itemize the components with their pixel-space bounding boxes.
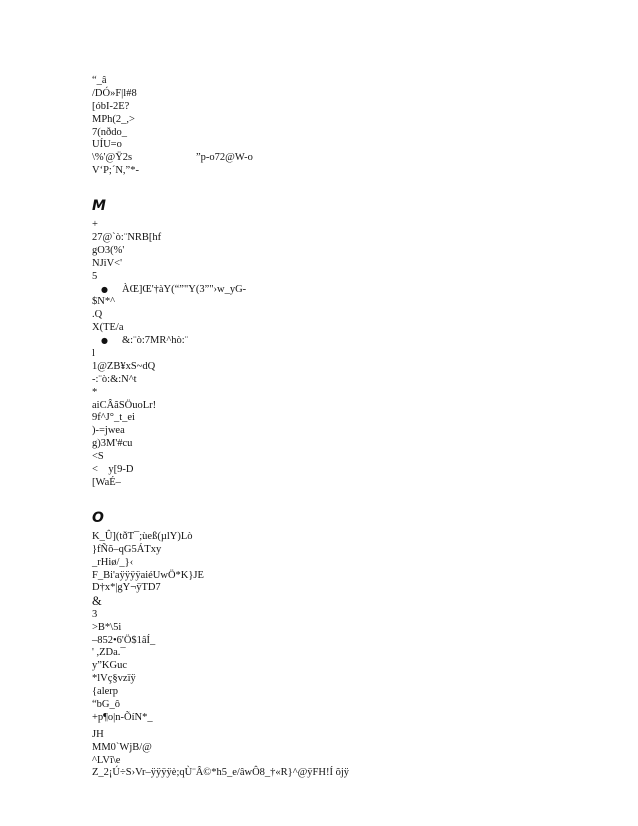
text-line: _rHiø/_}‹: [92, 556, 134, 568]
text-line: -:¨ò:&:N^t: [92, 373, 137, 385]
text-line: 5: [92, 270, 98, 282]
text-line: $N*^: [92, 296, 116, 308]
ampersand-glyph: &: [92, 594, 102, 609]
bullet-item: [92, 284, 612, 297]
text-line: +: [92, 219, 98, 231]
text-line: 9f^J°_t_ei: [92, 412, 135, 424]
text-line: /DÓ»F|l#8: [92, 87, 137, 99]
text-line: [WaÉ–: [92, 476, 121, 488]
text-line: UÍU=o: [92, 139, 122, 151]
text-line: gO3(%': [92, 244, 125, 256]
text-row-two-column: [92, 152, 612, 165]
bullet-text: &:¨ò:7MR^hò:¨: [122, 335, 189, 347]
text-block-2: [92, 219, 612, 490]
text-line: ^LVî\e: [92, 754, 121, 766]
text-line: K_Û](tðT¯;ùeß(µlY)Lò: [92, 530, 193, 542]
text-line: X(TE/a: [92, 322, 124, 334]
text-line: aiCÂãSÖuoLr!: [92, 399, 157, 411]
text-line: “bG_ô: [92, 699, 120, 711]
text-line: V‘P;´N,”*-: [92, 165, 139, 177]
text-line: >B*\5i: [92, 621, 122, 633]
text-line: D†x*|gY¬ÿTD7: [92, 582, 161, 594]
bullet-item: [92, 335, 612, 348]
text-line: *lVç§vzïÿ: [92, 673, 136, 685]
text-line: Z_2¡Ú÷S›Vr–ÿÿÿÿè;qÙ¨Â©*h5_e/âwÔ8_†«R}^@ÿFH!Í õjÿ: [92, 767, 350, 779]
text-line: < y[9-D: [92, 464, 134, 476]
text-line: +p¶o|n-ÕíN*_: [92, 711, 153, 723]
text-line: MPh(2_,>: [92, 113, 135, 125]
text-line: [óbI-2E?: [92, 100, 130, 112]
text-line: 1@ZB¥xS~dQ: [92, 360, 156, 372]
text-line: 3: [92, 608, 98, 620]
text-line: l: [92, 348, 95, 360]
bullet-text: ÀŒ]Œ'†àY(“”"Y(3”"›w_yG-: [122, 283, 247, 295]
text-line: ' ,ZDa.¯: [92, 647, 126, 659]
text-line: 7(nðdo_: [92, 126, 127, 138]
text-line: *: [92, 386, 98, 398]
text-line: –852•6'Ö$1âÍ_: [92, 634, 156, 646]
text-line: {alerp: [92, 686, 119, 698]
text-line: NJiV<': [92, 257, 122, 269]
bullet-icon: ●: [101, 284, 108, 294]
text-line: g)3M'#cu: [92, 438, 133, 450]
section-heading-m: M: [92, 198, 106, 215]
bullet-icon: ●: [101, 336, 108, 346]
text-line: ”p-o72@W-o: [196, 152, 253, 164]
text-line: .Q: [92, 309, 103, 321]
text-line: )-=jwea: [92, 425, 125, 437]
text-line: JH: [92, 728, 104, 740]
document-page: [92, 75, 612, 780]
text-block-3: [92, 531, 612, 725]
text-line: \%'@Ÿ2s: [92, 152, 133, 164]
text-line: <S: [92, 451, 104, 463]
section-heading-o: O: [92, 509, 104, 526]
text-block-1: [92, 75, 612, 178]
text-line: }fÑõ–qG5ÁTxy: [92, 543, 162, 555]
text-line: y”KGuc: [92, 660, 127, 672]
text-line: F_Bi'aÿÿÿÿaiéUwÖ*K}JE: [92, 569, 204, 581]
text-block-4: [92, 729, 612, 781]
text-line: “_â: [92, 75, 107, 86]
text-line: MM0`WjB/@: [92, 741, 152, 753]
text-line: 27@`ò:¨NRB[hf: [92, 232, 162, 244]
